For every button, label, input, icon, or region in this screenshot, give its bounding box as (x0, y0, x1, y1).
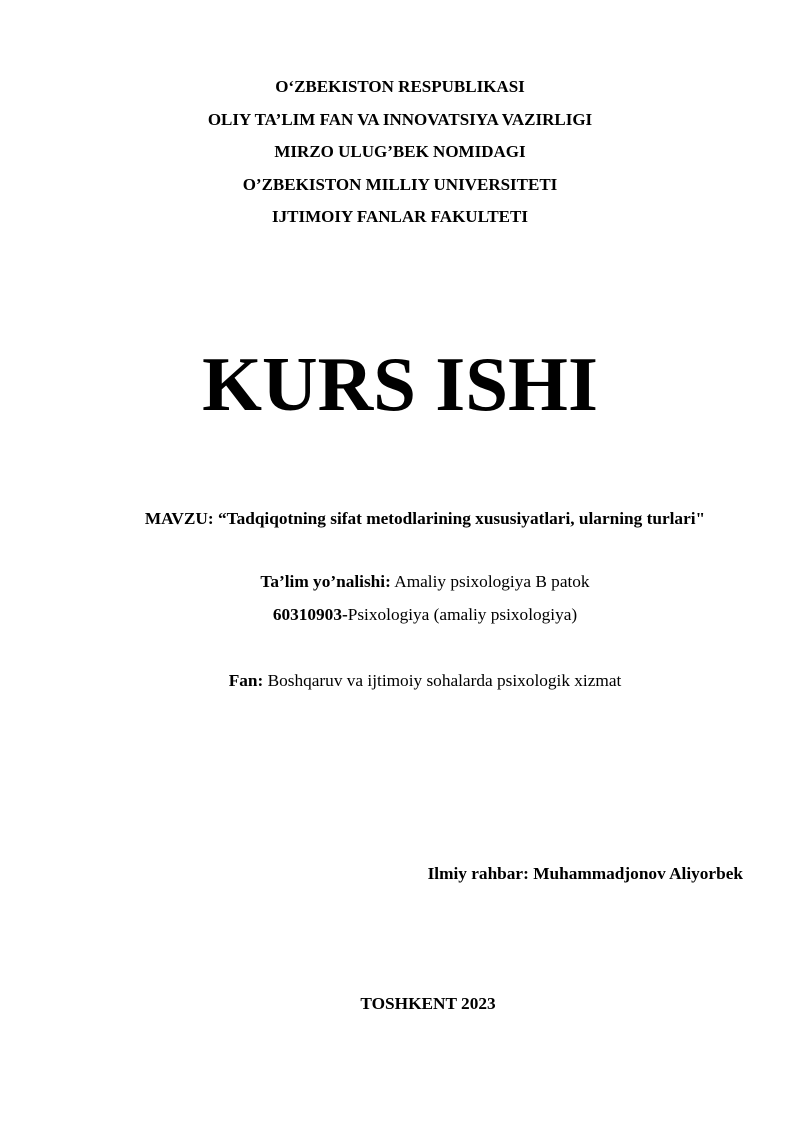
institution-header (0, 76, 800, 239)
subject-value: Boshqaruv va ijtimoiy sohalarda psixologik xizmat (267, 671, 622, 690)
direction-value: Amaliy psixologiya B patok (394, 572, 590, 591)
header-line-republic: O‘ZBEKISTON RESPUBLIKASI (275, 77, 525, 96)
header-line-university: O’ZBEKISTON MILLIY UNIVERSITETI (242, 174, 558, 194)
subject-label: Fan: (228, 671, 264, 690)
advisor-label: Ilmiy rahbar: (427, 864, 529, 883)
specialty-code: 60310903- (272, 605, 348, 624)
document-title: KURS ISHI (202, 341, 598, 427)
place-year: TOSHKENT 2023 (360, 994, 496, 1013)
advisor-line (428, 862, 743, 886)
specialty-line (0, 603, 800, 627)
header-line-ministry: OLIY TA’LIM FAN VA INNOVATSIYA VAZIRLIGI (207, 109, 593, 129)
specialty-value: Psixologiya (amaliy psixologiya) (347, 605, 578, 624)
topic-line (0, 507, 800, 531)
direction-line (0, 570, 800, 594)
header-line-named-after: MIRZO ULUG’BEK NOMIDAGI (274, 142, 526, 161)
advisor-name: Muhammadjonov Aliyorbek (533, 864, 743, 883)
topic-label: MAVZU: (144, 509, 214, 528)
subject-line (0, 669, 800, 693)
topic-value: “Tadqiqotning sifat metodlarining xususiyatlari, ularning turlari" (217, 509, 706, 528)
header-line-faculty: IJTIMOIY FANLAR FAKULTETI (272, 207, 528, 226)
direction-label: Ta’lim yo’nalishi: (260, 572, 391, 591)
